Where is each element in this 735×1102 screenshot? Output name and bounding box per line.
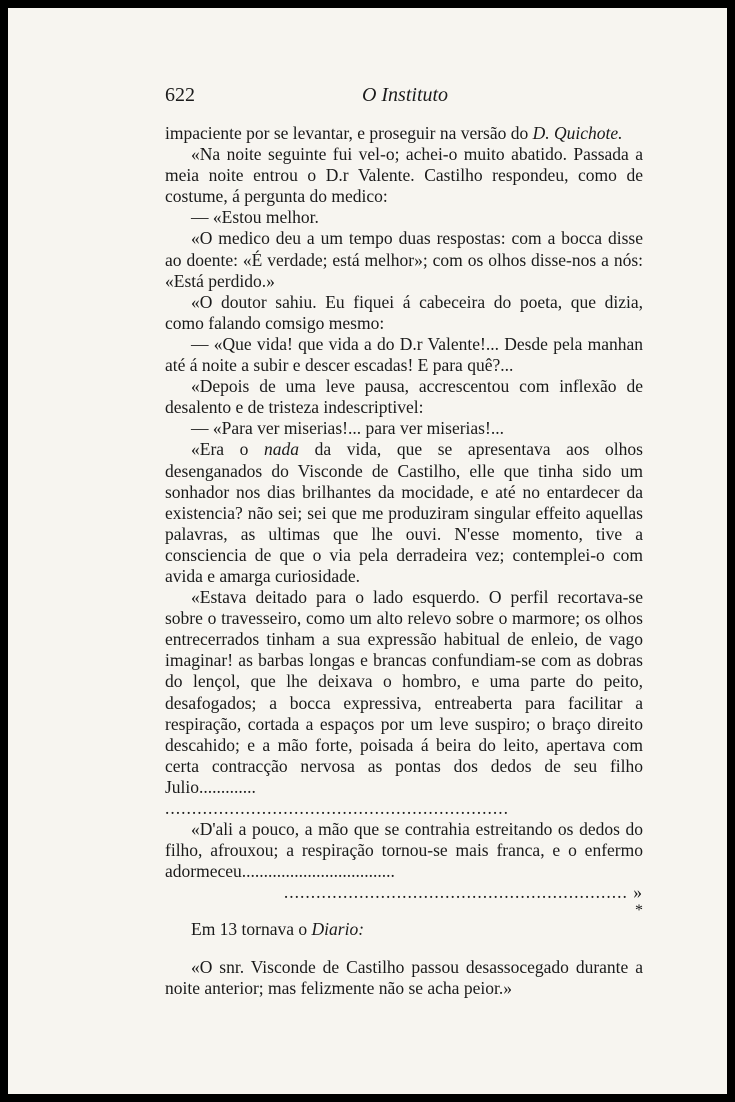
paragraph: «Estava deitado para o lado esquerdo. O perfil recortava-se sobre o travesseiro, como um alto relevo sobre o marmore; os olhos entrecerrados tinham a sua expressão habitual de enleio, de vago imaginar! as barbas longas e brancas confundiam-se com as dobras do lençol, que lhe deixava o hombro, e uma parte do peito, desafogados; a bocca expressiva, entreaberta para facilitar a respiração, cortada a espaços por um leve suspiro; o braço direito descahido; e a mão forte, poisada á beira do leito, apertava com certa contracção nervosa as pontas dos dedos de seu filho Julio............. bbox=[165, 587, 643, 797]
paragraph: «Era o nada da vida, que se apresentava aos olhos desenganados do Visconde de Castilho, elle que tinha sido um sonhador nos dias brilhantes da mocidade, e até no entardecer da existencia? não sei; sei que me produziram singular effeito aquellas palavras, as ultimas que lhe ouvi. N'esse momento, tive a consciencia de que o via pela derradeira vez; contemplei-o com avida e amarga curiosidade. bbox=[165, 439, 643, 586]
page-number: 622 bbox=[165, 84, 195, 106]
paragraph: — «Estou melhor. bbox=[191, 207, 319, 228]
book-page bbox=[8, 8, 727, 1094]
paragraph: — «Que vida! que vida a do D.r Valente!... Desde pela manhan até á noite a subir e descer escadas! E para quê?... bbox=[165, 333, 643, 376]
paragraph: «Na noite seguinte fui vel-o; achei-o muito abatido. Passada a meia noite entrou o D.r Valente. Castilho respondeu, como de costume, á pergunta do medico: bbox=[165, 144, 643, 207]
section-asterism: * bbox=[635, 902, 643, 920]
ellipsis-line: ................................................................ » bbox=[283, 882, 643, 903]
paragraph: «O medico deu a um tempo duas respostas: com a bocca disse ao doente: «É verdade; está melhor»; com os olhos disse-nos a nós: «Está perdido.» bbox=[165, 228, 643, 291]
paragraph: «Depois de uma leve pausa, accrescentou com inflexão de desalento e de tristeza indescriptivel: bbox=[165, 376, 643, 418]
paragraph: — «Para ver miserias!... para ver miserias!... bbox=[191, 418, 504, 439]
running-title: O Instituto bbox=[361, 84, 449, 106]
paragraph: impaciente por se levantar, e proseguir na versão do D. Quichote. bbox=[165, 123, 623, 143]
page-header bbox=[165, 84, 645, 114]
paragraph: «O snr. Visconde de Castilho passou desassocegado durante a noite anterior; mas felizmente não se acha peior.» bbox=[165, 956, 643, 998]
paragraph: «O doutor sahiu. Eu fiquei á cabeceira do poeta, que dizia, como falando comsigo mesmo: bbox=[165, 291, 643, 333]
paragraph: «D'ali a pouco, a mão que se contrahia estreitando os dedos do filho, afrouxou; a respiração tornou-se mais franca, e o enfermo adormeceu................................... bbox=[165, 819, 643, 882]
ellipsis-line: ................................................................ bbox=[165, 798, 509, 818]
paragraph: Em 13 tornava o Diario: bbox=[191, 919, 365, 940]
body-text bbox=[165, 123, 643, 999]
